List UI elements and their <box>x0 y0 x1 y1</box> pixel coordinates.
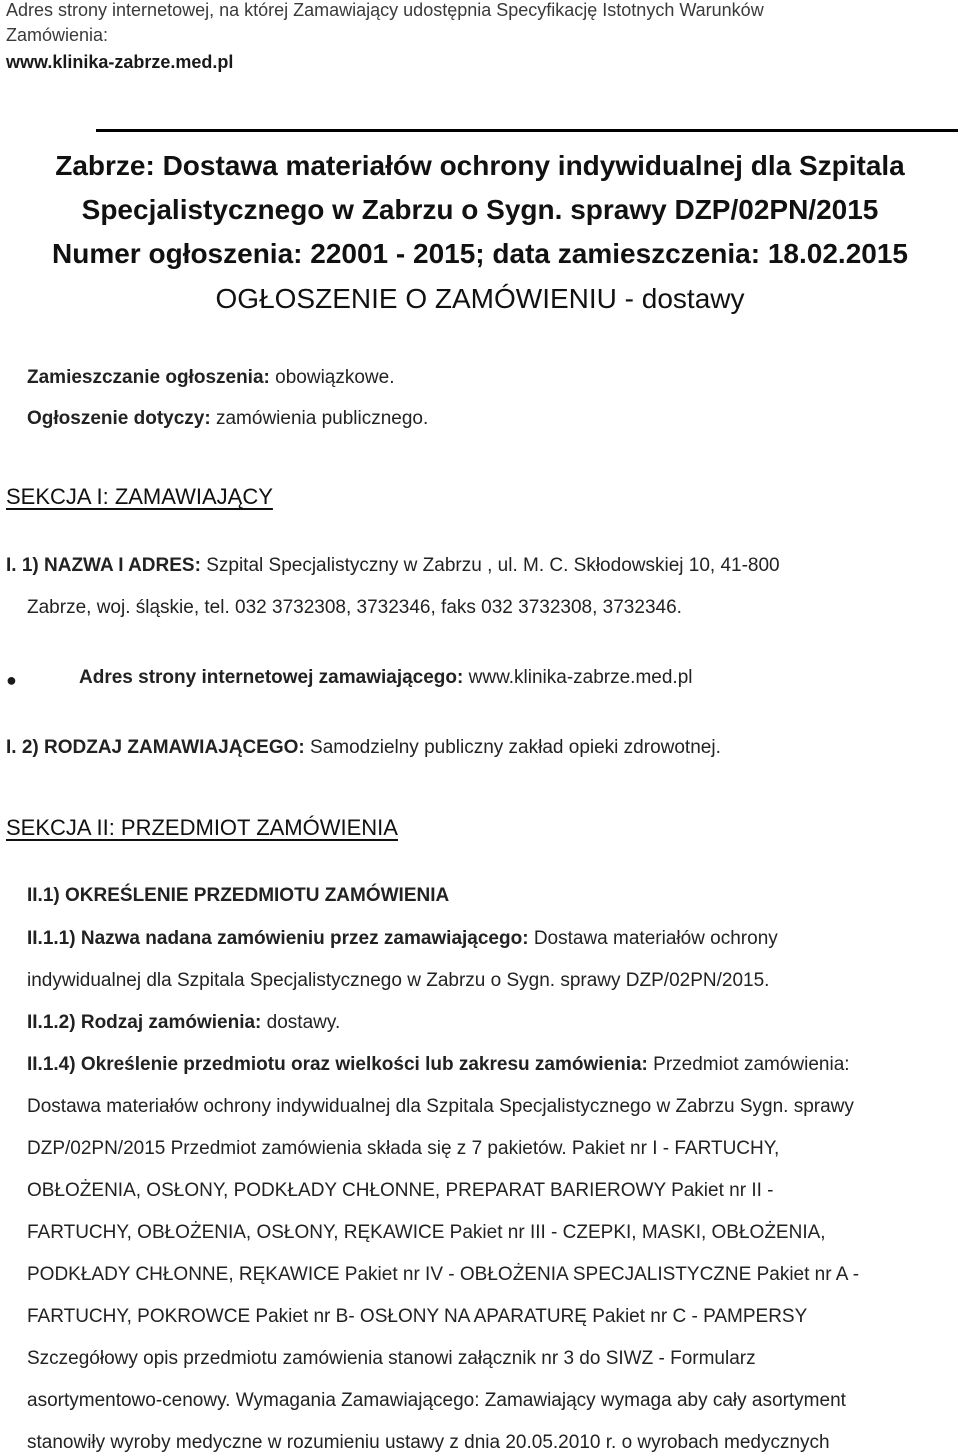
title-line-1: Zabrze: Dostawa materiałów ochrony indywidualnej dla Szpitala <box>55 150 905 181</box>
posting-label: Zamieszczanie ogłoszenia: <box>27 367 270 388</box>
name-address-value-2: Zabrze, woj. śląskie, tel. 032 3732308, 3732346, faks 032 3732308, 3732346. <box>27 597 682 618</box>
name-address-label: I. 1) NAZWA I ADRES: <box>6 555 201 576</box>
order-desc-row <box>27 1054 850 1076</box>
section-2-heading: SEKCJA II: PRZEDMIOT ZAMÓWIENIA <box>6 815 398 840</box>
name-address-value: Szpital Specjalistyczny w Zabrzu , ul. M. C. Skłodowskiej 10, 41-800 <box>206 555 780 576</box>
header-url: www.klinika-zabrze.med.pl <box>6 52 234 72</box>
section-1-heading: SEKCJA I: ZAMAWIAJĄCY <box>6 484 273 509</box>
concerns-row <box>27 408 428 430</box>
orderer-type-label: I. 2) RODZAJ ZAMAWIAJĄCEGO: <box>6 737 305 758</box>
order-desc-line: Szczegółowy opis przedmiotu zamówienia stanowi załącznik nr 3 do SIWZ - Formularz <box>27 1348 756 1369</box>
order-name-row <box>27 928 778 950</box>
order-desc-line: DZP/02PN/2015 Przedmiot zamówienia składa się z 7 pakietów. Pakiet nr I - FARTUCHY, <box>27 1138 780 1159</box>
orderer-type-value: Samodzielny publiczny zakład opieki zdrowotnej. <box>310 737 721 758</box>
notice-type-title: OGŁOSZENIE O ZAMÓWIENIU - dostawy <box>215 283 745 314</box>
order-name-value: Dostawa materiałów ochrony <box>533 928 778 949</box>
header-line-1: Adres strony internetowej, na której Zamawiający udostępnia Specyfikację Istotnych Warunków <box>6 0 764 20</box>
concerns-label: Ogłoszenie dotyczy: <box>27 408 211 429</box>
website-row <box>79 667 692 689</box>
bullet-icon: ● <box>6 670 17 690</box>
concerns-value: zamówienia publicznego. <box>215 408 429 429</box>
website-link[interactable]: www.klinika-zabrze.med.pl <box>468 667 693 688</box>
order-name-label: II.1.1) Nazwa nadana zamówieniu przez zamawiającego: <box>27 928 529 949</box>
order-desc-line: FARTUCHY, POKROWCE Pakiet nr B- OSŁONY NA APARATURĘ Pakiet nr C - PAMPERSY <box>27 1306 808 1327</box>
order-desc-line: Dostawa materiałów ochrony indywidualnej dla Szpitala Specjalistycznego w Zabrzu Sygn. sprawy <box>27 1096 854 1117</box>
posting-value: obowiązkowe. <box>275 367 395 388</box>
name-address-row <box>6 555 780 577</box>
posting-row <box>27 367 394 389</box>
order-desc-line: Przedmiot zamówienia: <box>653 1054 850 1075</box>
title-line-2: Specjalistycznego w Zabrzu o Sygn. sprawy DZP/02PN/2015 <box>81 194 879 225</box>
orderer-type-row <box>6 737 721 759</box>
order-desc-line: OBŁOŻENIA, OSŁONY, PODKŁADY CHŁONNE, PREPARAT BARIEROWY Pakiet nr II - <box>27 1180 774 1201</box>
website-label: Adres strony internetowej zamawiającego: <box>79 667 464 688</box>
header-line-2: Zamówienia: <box>6 25 109 45</box>
order-desc-line: asortymentowo-cenowy. Wymagania Zamawiającego: Zamawiający wymaga aby cały asortyment <box>27 1390 846 1411</box>
order-kind-value: dostawy. <box>266 1012 341 1033</box>
subject-subheading <box>27 885 449 907</box>
subject-subheading-text: II.1) OKREŚLENIE PRZEDMIOTU ZAMÓWIENIA <box>27 885 450 906</box>
order-kind-row <box>27 1012 340 1034</box>
order-name-value-2: indywidualnej dla Szpitala Specjalistycznego w Zabrzu o Sygn. sprawy DZP/02PN/2015. <box>27 970 770 991</box>
order-kind-label: II.1.2) Rodzaj zamówienia: <box>27 1012 262 1033</box>
order-desc-line: FARTUCHY, OBŁOŻENIA, OSŁONY, RĘKAWICE Pakiet nr III - CZEPKI, MASKI, OBŁOŻENIA, <box>27 1222 826 1243</box>
horizontal-rule <box>96 129 958 132</box>
order-desc-label: II.1.4) Określenie przedmiotu oraz wielkości lub zakresu zamówienia: <box>27 1054 648 1075</box>
order-desc-line: PODKŁADY CHŁONNE, RĘKAWICE Pakiet nr IV - OBŁOŻENIA SPECJALISTYCZNE Pakiet nr A - <box>27 1264 860 1285</box>
title-line-3: Numer ogłoszenia: 22001 - 2015; data zamieszczenia: 18.02.2015 <box>52 238 908 269</box>
order-desc-line: stanowiły wyroby medyczne w rozumieniu ustawy z dnia 20.05.2010 r. o wyrobach medycznych <box>27 1432 830 1453</box>
